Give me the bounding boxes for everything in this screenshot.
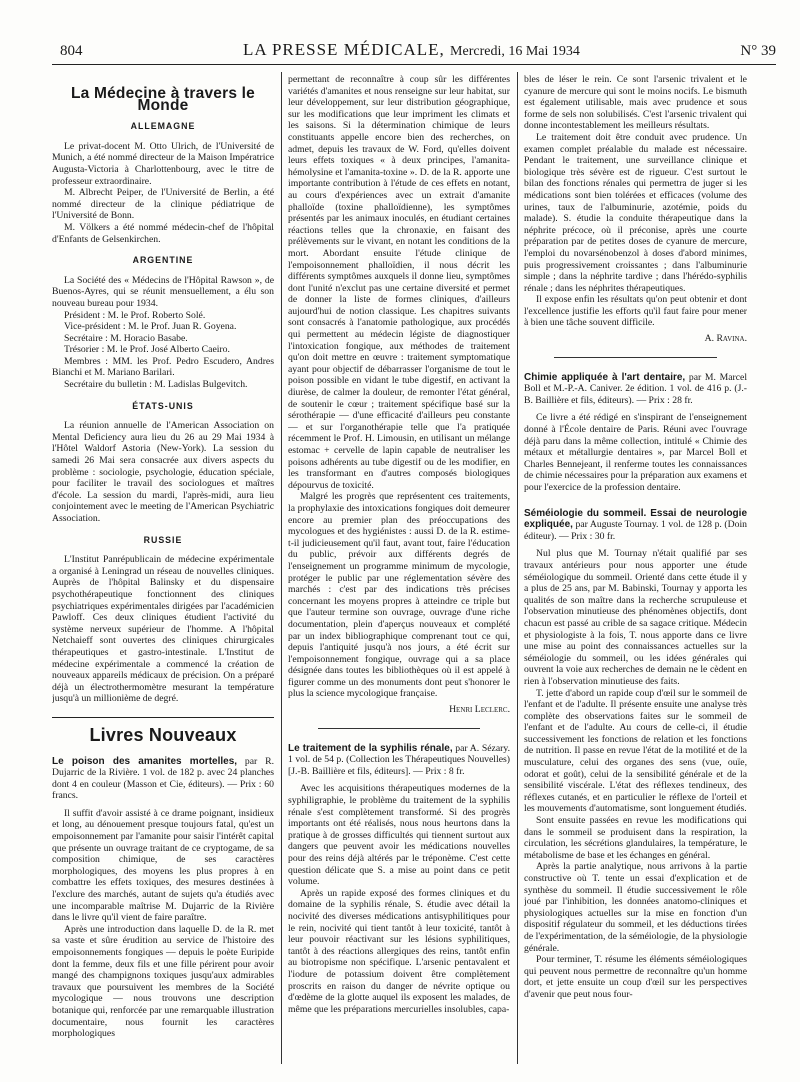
news-paragraph: La réunion annuelle de l'American Association on Mental Deficiency aura lieu du 26 au 29 Mai 1934 à l'Hôtel Waldorf Astoria (New-York). La session du samedi 26 Mai sera consacrée aux divers aspects du problème : sociologie, psychologie, éducation spéciale, pour faciliter le travail des sociologues et maîtres d'école. La session du mardi, l'après-midi, aura lieu conjointement avec le meeting de l'American Psychiatric Association. (52, 420, 274, 524)
journal-title: LA PRESSE MÉDICALE, (243, 40, 445, 59)
country-heading: ARGENTINE (132, 255, 194, 266)
review-paragraph: Sont ensuite passées en revue les modifications qui dans le sommeil se produisent dans la respiration, la circulation, les sécrétions glandulaires, la température, le métabolisme de base et les échanges en général. (524, 815, 747, 861)
argentine-news (52, 275, 274, 391)
news-paragraph: Trésorier : M. le Prof. José Alberto Caeiro. (64, 344, 230, 356)
review-citation: par M. Marcel Boll et M.-P.-A. Caniver. 2e édition. 1 vol. de 416 p. (J.-B. Baillière et fils, éditeurs). — Prix : 28 fr. (524, 371, 747, 406)
review-separator (318, 728, 480, 729)
review-paragraph: Après un rapide exposé des formes cliniques et du domaine de la syphilis rénale, S. étudie avec détail la nocivité des diverses médications antisyphilitiques pour le rein, nocivité qui tient tantôt à leur toxicité, tantôt à leur pouvoir réactivant sur les lésions syphilitiques, tantôt à des réactions allergiques des reins, tantôt enfin au biotropisme non spécifique. L'arsenic pentavalent et l'iodure de potassium doivent être complètement proscrits en raison du danger de névrite optique ou d'œdème de la glotte auquel ils exposent les malades, de même que les préparations mercurielles insolubles, capa- (288, 887, 510, 1015)
journal-title-line (243, 40, 580, 60)
review-citation: par A. Sézary. 1 vol. de 54 p. (Collection les Thérapeutiques Nouvelles) [J.-B. Baillière et fils, éditeurs]. — Prix : 8 fr. (288, 742, 510, 777)
issue-number: N° 39 (740, 43, 776, 59)
news-paragraph: Secrétaire du bulletin : M. Ladislas Bulgevitch. (64, 379, 248, 391)
issue-date: Mercredi, 16 Mai 1934 (450, 44, 580, 59)
news-paragraph: M. Völkers a été nommé médecin-chef de l'hôpital d'Enfants de Gelsenkirchen. (52, 221, 274, 245)
review-paragraph: Ce livre a été rédigé en s'inspirant de l'enseignement donné à l'École dentaire de Paris. Réuni avec l'ouvrage déjà paru dans la même collection, intitulé « Chimie des métaux et métallurgie dentaires », par Marcel Boll et Charles Bennejeant, il renferme toutes les connaissances de chimie nécessaires pour la préparation aux examens et pour l'exercice de la profession dentaire. (524, 412, 747, 493)
news-paragraph: Président : M. le Prof. Roberto Solé. (64, 309, 206, 321)
review-paragraph: Après une introduction dans laquelle D. de la R. met sa vaste et sûre érudition au service de l'histoire des empoisonnements fongiques — depuis le poète Euripide dont la femme, deux fils et une fille périrent pour avoir mangé des champignons toxiques jusqu'aux admirables travaux que poursuivent les membres de la Société mycologique — nous trouvons une description botanique qui, renforcée par une remarquable illustration documentaire, nous fournit les caractères morphologiques (52, 923, 274, 1040)
review-paragraph: Nul plus que M. Tournay n'était qualifié par ses travaux antérieurs pour nous apporter une étude séméiologique du sommeil. Orienté dans cette étude il y a plus de 25 ans, par M. Babinski, Tournay y apporta les qualités de son maître dans la recherche scrupuleuse et l'observation minutieuse des phénomènes objectifs, dont chacun est passé au crible de sa sagace critique. Médecin et physiologiste à la fois, T. nous apporte dans ce livre une mise au point des connaissances actuelles sur la séméiologie du sommeil, ou les idées générales qui ouvrent la voie aux recherches de demain ne le cèdent en rien à l'observation minutieuse des faits. (524, 548, 747, 687)
review-title: Séméiologie du sommeil. Essai de neurologie expliquée, (524, 507, 747, 531)
review-heading (524, 372, 747, 407)
page-header (60, 40, 776, 62)
review-paragraph: Pour terminer, T. résume les éléments séméiologiques qui peuvent nous permettre de reconnaître qu'un homme dort, et jette ensuite un coup d'œil sur les perspectives d'avenir que peut nous four- (524, 954, 747, 1000)
review-paragraph: Le traitement doit être conduit avec prudence. Un examen complet préalable du malade est nécessaire. Pendant le traitement, une surveillance clinique et biologique très sévère est de rigueur. C'est surtout le bilan des fonctions rénales qui permettra de juger si les médications sont bien tolérées et efficaces (volume des urines, taux de l'albuminurie, azotémie, poids du malade). S. étudie la conduite thérapeutique dans la néphrite précoce, où il préconise, après une courte préparation par de petites doses de cyanure de mercure, l'emploi du novarsénobenzol à doses d'abord minimes, puis progressivement croissantes ; dans l'albuminurie simple ; dans la néphrite tardive ; dans l'hérédo-syphilis rénale ; dans les néphrites thérapeutiques. (524, 131, 747, 294)
section-title: La Médecine à travers le Monde (70, 85, 255, 114)
news-paragraph: Le privat-docent M. Otto Ulrich, de l'Université de Munich, a été nommé directeur de la Maison Impératrice Augusta-Victoria à Charlottenbourg, avec le titre de professeur extraordinaire. (52, 140, 274, 187)
author-signature: Henri Leclerc. (449, 704, 510, 716)
country-heading: ÉTATS-UNIS (132, 400, 194, 411)
news-paragraph: M. Albrecht Peiper, de l'Université de Berlin, a été nommé directeur de la clinique pédiatrique de l'Université de Bonn. (52, 187, 274, 222)
review-title: Chimie appliquée à l'art dentaire, (524, 371, 686, 383)
section-rule (52, 717, 274, 718)
header-rule (52, 64, 776, 65)
column-divider (517, 72, 518, 1064)
review-paragraph: Il suffit d'avoir assisté à ce drame poignant, insidieux et long, au dénouement presque toujours fatal, qu'est un empoisonnement par l'amanite pour saisir l'intérêt capital que présente un ouvrage traitant de ce cryptogame, de sa composition chimique, de ses caractères morphologiques, des moyens les plus propres à en combattre les effets toxiques, des mesures destinées à l'exclure des marchés, autant de sujets qu'a étudiés avec une incomparable maîtrise M. Dujarric de la Rivière dans le livre qu'il vient de faire paraître. (52, 807, 274, 924)
news-paragraph: L'Institut Panrépublicain de médecine expérimentale a organisé à Leningrad un réseau de nouvelles cliniques. Auprès de l'hôpital Balinsky et du dispensaire psychothérapeutique fonctionnent des cliniques psychiatriques expérimentales dirigées par l'académicien Pawloff. Ces deux cliniques étudient l'activité du système nerveux supérieur de l'homme. A l'hôpital Netchaieff sont ouvertes des cliniques chirurgicales thérapeutiques et gastro-intestinale. L'Institut de médecine expérimentale a commencé la création de nouveaux appareils médicaux de précision. On a préparé déjà un électrothermomètre mesurant la température jusqu'à un millionième de degré. (52, 554, 274, 705)
column-3 (524, 74, 747, 1062)
news-paragraph: Membres : MM. les Prof. Pedro Escudero, Andres Bianchi et M. Mariano Barilari. (52, 355, 274, 379)
review-paragraph: Il expose enfin les résultats qu'on peut obtenir et dont l'excellence justifie les efforts qu'il faut faire pour mener à bien une tâche souvent difficile. (524, 294, 747, 329)
news-paragraph: Vice-président : M. le Prof. Juan R. Goyena. (64, 321, 237, 333)
review-paragraph: T. jette d'abord un rapide coup d'œil sur le sommeil de l'enfant et de l'adulte. Il présente ensuite une analyse très complète des observations faites sur le sommeil de l'enfant et de l'adulte. Au cours de celle-ci, il étudie successivement les fonctions de relation et les fonctions de nutrition. Il passe en revue l'état de la motilité et de la musculature, celui des organes des sens (vue, ouïe, odorat et goût), celui de la sensibilité générale et de la sensibilité viscérale. L'état des réflexes tendineux, des réflexes cutanés, et en particulier le réflexe de l'orteil et les mouvements d'automatisme, sont longuement étudiés. (524, 687, 747, 815)
review-citation: par Auguste Tournay. 1 vol. de 128 p. (Doin éditeur). — Prix : 30 fr. (524, 519, 747, 542)
review-separator (554, 357, 717, 358)
country-heading: RUSSIE (143, 534, 183, 545)
author-signature: A. Ravina. (704, 333, 747, 345)
section-title: Livres Nouveaux (89, 724, 237, 745)
review-title: Le poison des amanites mortelles, (52, 755, 238, 767)
review-title: Le traitement de la syphilis rénale, (288, 742, 453, 754)
column-2 (288, 74, 510, 1062)
review-heading (52, 756, 274, 802)
review-paragraph: Après la partie analytique, nous arrivons à la partie constructive où T. tente un essai d'explication et de synthèse du sommeil. Il étudie successivement le rôle joué par l'inhibition, les données anatomo-cliniques et physiologiques actuelles sur la mise en fonction d'un dispositif régulateur du sommeil, et les déductions tirées de l'expérimentation, de la séméiologie, de la physiologie générale. (524, 861, 747, 954)
column-divider (281, 72, 282, 1064)
review-heading (524, 508, 747, 543)
news-paragraph: Secrétaire : M. Horacio Basabe. (64, 332, 188, 344)
review-citation: par R. Dujarric de la Rivière. 1 vol. de 182 p. avec 24 planches dont 4 en couleur (Masson et Cie, éditeurs). — Prix : 60 francs. (52, 755, 274, 802)
country-heading: ALLEMAGNE (130, 121, 196, 132)
allemagne-news (52, 141, 274, 245)
review-paragraph: bles de léser le rein. Ce sont l'arsenic trivalent et le cyanure de mercure qui sont le moins nocifs. Le bismuth est également utilisable, mais avec prudence et sous forme de sels non solubilisés. C'est l'arsenic trivalent qui donne incontestablement les meilleurs résultats. (524, 74, 747, 132)
review-paragraph: Malgré les progrès que représentent ces traitements, la prophylaxie des intoxications fongiques doit demeurer encore au premier plan des préoccupations des mycologues et des hygiénistes : aussi D. de la R. estime-t-il judicieusement qu'il faut, avant tout, faire l'éducation du public, prévoir aux différents degrés de l'enseignement un programme minimum de mycologie, protéger le public par une réglementation sévère des marchés : c'est par des indications très précises concernant les moyens propres à atteindre ce triple but que l'auteur termine son ouvrage, ouvrage d'une riche documentation, plein d'aperçus nouveaux et complété par un index bibliographique comprenant tout ce qui, depuis l'antiquité jusqu'à nos jours, a été écrit sur l'empoisonnement fongique, ouvrage qui a sa place désignée dans toutes les bibliothèques où il est appelé à figurer comme un des monuments dont peut s'honorer le plus la science mycologique française. (288, 491, 510, 700)
news-paragraph: La Société des « Médecins de l'Hôpital Rawson », de Buenos-Ayres, qui se réunit mensuellement, a élu son nouveau bureau pour 1934. (52, 274, 274, 309)
review-paragraph: Avec les acquisitions thérapeutiques modernes de la syphiligraphie, le problème du traitement de la syphilis rénale s'est complètement transformé. Si des progrès importants ont été réalisés, nous nous heurtons dans la pratique à de grosses difficultés qui tiennent surtout aux dangers que peuvent avoir les médications nouvelles pour des reins déjà altérés par le tréponème. C'est cette question délicate que S. a mise au point dans ce petit volume. (288, 783, 510, 888)
page-number: 804 (60, 43, 83, 59)
column-1 (52, 74, 274, 1062)
review-paragraph: permettant de reconnaître à coup sûr les différentes variétés d'amanites et nous renseigne sur leur habitat, sur leur développement, sur leur distribution géographique, sur les modifications que leur impriment les climats et les saisons. Si la détermination chimique de leurs constituants appelle encore bien des recherches, on admet, depuis les travaux de W. Ford, qu'elles doivent leurs effets toxiques « à deux principes, l'amanita-hémolysine et l'amanita-toxine ». D. de la R. apporte une importante contribution à l'étude de ces effets en notant, au cours d'expériences avec un extrait d'amanite phalloïde (toxine phalloïdienne), les symptômes présentés par les animaux inoculés, en étudiant certaines réactions telles que la chronaxie, en faisant des prélèvements sur le vivant, en notant les conditions de la mort. Abordant ensuite l'étude clinique de l'empoisonnement phalloïdien, il nous décrit les différents symptômes auxquels il donne lieu, symptômes dont l'unité n'exclut pas une certaine diversité et permet de donner la liste de formes cliniques, d'ailleurs aujourd'hui de notion classique. Les chapitres suivants sont consacrés à l'anatomie pathologique, aux procédés qui permettent au médecin légiste de diagnostiquer l'intoxication fongique, aux méthodes de traitement qu'on doit mettre en œuvre : traitement symptomatique ayant pour objectif de débarrasser l'organisme de tout le poison possible en vidant le tube digestif, en activant la diurèse, de calmer la douleur, de remonter l'état général, de soutenir le cœur ; traitement spécifique basé sur la sérothérapie — d'une efficacité d'ailleurs peu constante — et sur l'organothérapie telle que l'a pratiquée récemment le Prof. H. Limousin, en utilisant un mélange estomac + cervelle de lapin capable de neutraliser les poisons adhérents au tube digestif ou de les modifier, en les transformant en d'autres composés biologiques dépourvus de toxicité. (288, 74, 510, 491)
review-heading (288, 743, 510, 778)
